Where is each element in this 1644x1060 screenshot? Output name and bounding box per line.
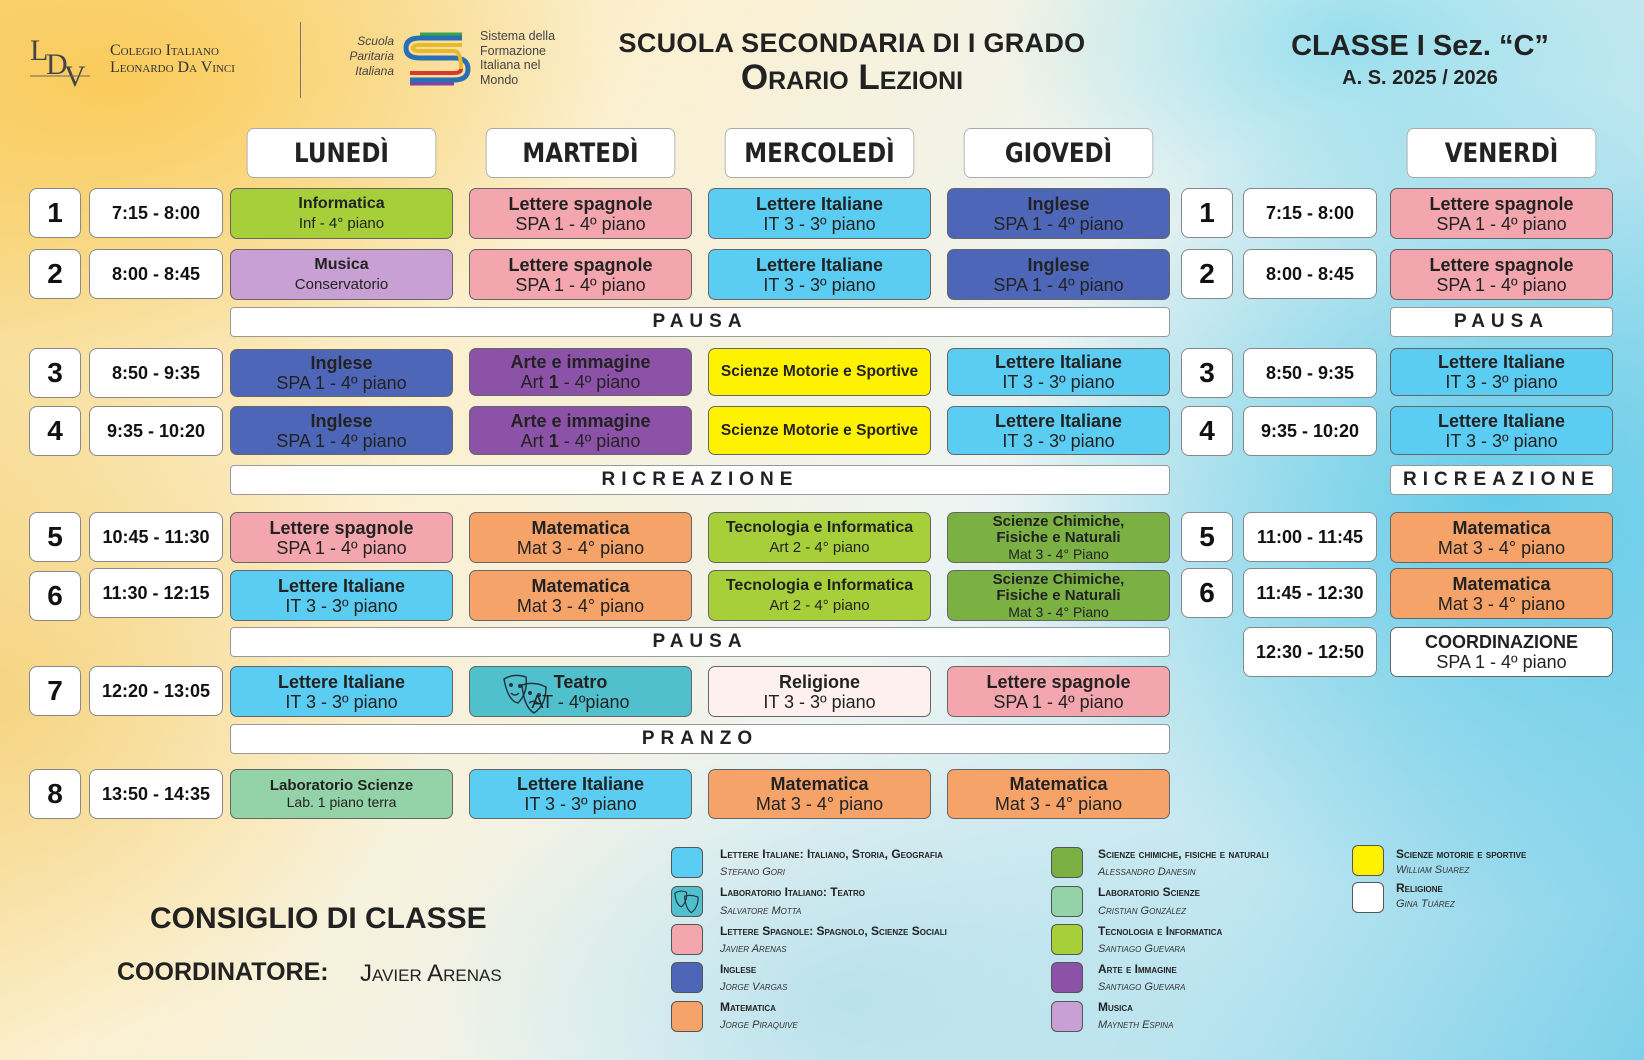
lesson-cell — [230, 570, 453, 621]
lesson-cell — [947, 570, 1170, 621]
lesson-subject: Teatro — [553, 671, 608, 692]
legend-title: Laboratorio Italiano: Teatro — [720, 885, 865, 899]
lesson-room: SPA 1 - 4º piano — [276, 537, 407, 558]
school-name — [110, 42, 235, 76]
lesson-cell — [469, 666, 692, 717]
lesson-subject: Lettere Italiane — [516, 774, 645, 794]
legend-teacher: William Suarez — [1396, 864, 1470, 876]
lesson-subject: Inglese — [310, 353, 373, 373]
legend-swatch — [671, 1001, 703, 1032]
lesson-subject: Matematica — [531, 575, 630, 596]
break-bar-pausa: PAUSA — [1390, 307, 1613, 337]
period-number: 2 — [29, 249, 81, 299]
period-number: 8 — [29, 769, 81, 819]
school-name-line1: Colegio Italiano — [110, 42, 219, 59]
period-time: 12:30 - 12:50 — [1243, 627, 1377, 677]
legend-swatch — [1051, 886, 1083, 917]
sp-left-line: Scuola — [357, 34, 394, 48]
lesson-room: SPA 1 - 4º piano — [993, 691, 1124, 712]
lesson-cell — [947, 769, 1170, 819]
school-year: A. S. 2025 / 2026 — [1342, 67, 1498, 89]
logo-divider — [300, 22, 301, 98]
lesson-room: SPA 1 - 4º piano — [1436, 274, 1567, 295]
period-time: 10:45 - 11:30 — [89, 512, 223, 562]
period-number: 7 — [29, 666, 81, 716]
lesson-cell — [708, 249, 931, 300]
room-number: 1 — [548, 372, 559, 392]
lesson-cell — [1390, 348, 1613, 396]
lesson-cell — [708, 406, 931, 455]
legend-teacher: Salvatore Motta — [720, 905, 802, 917]
legend-swatch — [1352, 882, 1384, 913]
school-name-line2: Leonardo Da Vinci — [110, 59, 235, 76]
lesson-subject: Religione — [778, 671, 860, 692]
period-time: 11:30 - 12:15 — [89, 568, 223, 618]
lesson-subject: Lettere spagnole — [986, 671, 1131, 692]
lesson-subject: Lettere spagnole — [508, 254, 653, 275]
lesson-cell — [1390, 568, 1613, 619]
period-time: 8:00 - 8:45 — [1243, 249, 1377, 299]
lesson-room: IT 3 - 3º piano — [524, 794, 637, 814]
lesson-room: Conservatorio — [294, 275, 389, 293]
page-subtitle: SCUOLA SECONDARIA DI I GRADO — [618, 28, 1086, 58]
period-time: 7:15 - 8:00 — [89, 188, 223, 238]
legend-teacher: Mayneth Espina — [1098, 1019, 1174, 1031]
lesson-subject: COORDINAZIONE — [1425, 632, 1578, 652]
legend-title: Arte e Immagine — [1098, 962, 1177, 976]
lesson-cell — [230, 512, 453, 563]
sp-right-line: Mondo — [480, 72, 519, 87]
period-time: 11:45 - 12:30 — [1243, 568, 1377, 618]
lesson-room: SPA 1 - 4º piano — [993, 274, 1124, 295]
lesson-subject: Lettere Italiane — [1437, 410, 1566, 431]
period-number: 2 — [1181, 249, 1233, 299]
legend-title: Lettere Spagnole: Spagnolo, Scienze Sociali — [720, 924, 947, 938]
consiglio-title: CONSIGLIO DI CLASSE — [150, 902, 487, 935]
sp-left-line: Paritaria — [349, 49, 394, 63]
lesson-subject: Scienze Chimiche, — [992, 512, 1125, 530]
lesson-subject: Lettere spagnole — [1429, 193, 1574, 214]
theatre-masks-icon — [672, 887, 701, 915]
lesson-room: IT 3 - 3º piano — [1002, 372, 1115, 392]
lesson-room: SPA 1 - 4º piano — [1436, 213, 1567, 234]
legend-title: Religione — [1396, 881, 1443, 895]
legend-teacher: Alessandro Danesin — [1098, 866, 1196, 878]
lesson-subject: Scienze Motorie e Sportive — [720, 363, 919, 380]
lesson-subject: Lettere Italiane — [277, 671, 406, 692]
sp-right-line: Sistema della — [480, 29, 556, 43]
lesson-subject: Musica — [314, 255, 369, 273]
lesson-room: SPA 1 - 4º piano — [515, 274, 646, 295]
lesson-room: IT 3 - 3º piano — [1002, 430, 1115, 451]
room-floor: - 4º piano — [558, 430, 641, 451]
lesson-subject: Tecnologia e Informatica — [725, 576, 914, 594]
legend-swatch — [671, 962, 703, 993]
legend-teacher: Jorge Vargas — [720, 981, 788, 993]
page-title: Orario Lezioni — [740, 58, 964, 97]
period-number: 3 — [1181, 348, 1233, 398]
lesson-room: Lab. 1 piano terra — [286, 794, 397, 810]
room-number: 1 — [548, 430, 559, 451]
lesson-room: IT 3 - 3º piano — [763, 274, 876, 295]
lesson-subject: Lettere Italiane — [277, 575, 406, 596]
lesson-room: IT 3 - 3º piano — [763, 691, 876, 712]
coordinatore-name: Javier Arenas — [360, 960, 502, 987]
day-header-giovedi: GIOVEDÌ — [964, 128, 1154, 178]
lesson-cell — [230, 349, 453, 397]
lesson-room: Mat 3 - 4° piano — [755, 794, 884, 814]
lesson-cell — [708, 512, 931, 563]
lesson-room: AT - 4ºpiano — [531, 691, 630, 712]
lesson-cell — [469, 512, 692, 563]
lesson-cell — [1390, 249, 1613, 300]
day-header-venerdi: VENERDÌ — [1407, 128, 1597, 178]
day-header-martedi: MARTEDÌ — [486, 128, 676, 178]
lesson-subject: Lettere spagnole — [508, 193, 653, 214]
period-number: 6 — [1181, 568, 1233, 618]
legend-swatch — [1051, 962, 1083, 993]
lesson-room: Mat 3 - 4° piano — [516, 595, 645, 616]
lesson-cell — [947, 406, 1170, 455]
legend-swatch — [1051, 847, 1083, 878]
lesson-cell — [230, 769, 453, 819]
break-bar-ricreazione: RICREAZIONE — [1390, 465, 1613, 495]
lesson-cell — [708, 570, 931, 621]
lesson-subject: Arte e immagine — [510, 410, 651, 431]
scuola-paritaria-text — [340, 34, 394, 79]
lesson-cell — [230, 666, 453, 717]
svg-text:V: V — [64, 60, 86, 88]
sp-right-line: Formazione — [480, 43, 546, 58]
lesson-cell — [1390, 512, 1613, 563]
break-bar-pranzo: PRANZO — [230, 724, 1170, 754]
lesson-subject: Inglese — [310, 410, 373, 431]
period-time: 13:50 - 14:35 — [89, 769, 223, 819]
lesson-subject: Matematica — [1452, 573, 1551, 594]
sp-right-line: Italiana nel — [480, 58, 541, 72]
lesson-subject: Matematica — [1452, 517, 1551, 538]
legend-title: Musica — [1098, 1000, 1133, 1014]
lesson-cell — [708, 348, 931, 396]
legend-teacher: Gina Tuárez — [1396, 898, 1455, 910]
lesson-subject: Matematica — [770, 774, 869, 794]
legend-title: Laboratorio Scienze — [1098, 885, 1200, 899]
period-number: 3 — [29, 348, 81, 398]
legend-teacher: Santiago Guevara — [1098, 943, 1186, 955]
room-floor: - 4º piano — [558, 372, 641, 392]
lesson-subject: Lettere Italiane — [755, 193, 884, 214]
day-header-lunedi: LUNEDÌ — [247, 128, 437, 178]
lesson-subject: Lettere Italiane — [994, 410, 1123, 431]
lesson-room: IT 3 - 3º piano — [763, 213, 876, 234]
lesson-subject: Lettere Italiane — [994, 352, 1123, 372]
room-prefix: Art — [520, 430, 549, 451]
class-label: CLASSE I Sez. “C” — [1291, 30, 1549, 62]
legend-teacher: Stefano Gori — [720, 866, 786, 878]
lesson-cell — [1390, 627, 1613, 677]
lesson-cell — [469, 769, 692, 819]
lesson-room: Mat 3 - 4° piano — [1437, 537, 1566, 558]
lesson-cell — [469, 188, 692, 239]
lesson-cell — [230, 406, 453, 455]
lesson-cell — [947, 188, 1170, 239]
lesson-subject: Arte e immagine — [510, 352, 651, 372]
period-number: 5 — [1181, 512, 1233, 562]
period-number: 6 — [29, 571, 81, 621]
break-bar-pausa: PAUSA — [230, 627, 1170, 657]
lesson-cell — [708, 666, 931, 717]
legend-swatch — [671, 924, 703, 955]
lesson-subject: Tecnologia e Informatica — [725, 518, 914, 536]
period-time: 9:35 - 10:20 — [89, 406, 223, 456]
period-number: 5 — [29, 512, 81, 562]
legend-title: Lettere Italiane: Italiano, Storia, Geografia — [720, 847, 943, 861]
lesson-room: SPA 1 - 4º piano — [515, 213, 646, 234]
lesson-subject: Informatica — [298, 194, 385, 212]
svg-text:L: L — [30, 34, 49, 67]
lesson-cell — [469, 348, 692, 396]
lesson-cell — [947, 249, 1170, 300]
lesson-subject: Scienze Chimiche, — [992, 570, 1125, 588]
lesson-cell — [708, 188, 931, 239]
lesson-subject: Matematica — [1009, 774, 1108, 794]
svg-text:D: D — [46, 48, 68, 81]
period-number: 1 — [29, 188, 81, 238]
legend-swatch — [671, 886, 703, 917]
lesson-room: Mat 3 - 4° Piano — [1008, 603, 1109, 620]
period-time: 8:00 - 8:45 — [89, 249, 223, 299]
day-header-mercoledi: MERCOLEDÌ — [725, 128, 915, 178]
legend-title: Matematica — [720, 1000, 776, 1014]
legend-teacher: Javier Arenas — [720, 943, 787, 955]
break-bar-pausa: PAUSA — [230, 307, 1170, 337]
room-prefix: Art — [520, 372, 549, 392]
lesson-subject: Lettere spagnole — [269, 517, 414, 538]
lesson-room: SPA 1 - 4º piano — [1436, 652, 1567, 672]
period-time: 8:50 - 9:35 — [1243, 348, 1377, 398]
period-time: 7:15 - 8:00 — [1243, 188, 1377, 238]
lesson-cell — [469, 570, 692, 621]
lesson-room: IT 3 - 3º piano — [285, 595, 398, 616]
lesson-cell — [230, 249, 453, 300]
sistema-formazione-logo-icon — [402, 32, 472, 86]
lesson-room: IT 3 - 3º piano — [285, 691, 398, 712]
lesson-cell — [708, 769, 931, 819]
lesson-subject-line2: Fisiche e Naturali — [996, 528, 1121, 546]
period-time: 8:50 - 9:35 — [89, 348, 223, 398]
lesson-room: SPA 1 - 4º piano — [993, 213, 1124, 234]
legend-teacher: Cristian González — [1098, 905, 1187, 917]
lesson-subject-line2: Fisiche e Naturali — [996, 586, 1121, 604]
lesson-subject: Lettere spagnole — [1429, 254, 1574, 275]
legend-swatch — [1051, 924, 1083, 955]
coordinatore-label: COORDINATORE: — [117, 958, 329, 986]
sistema-formazione-text — [480, 29, 580, 87]
lesson-room: Inf - 4° piano — [298, 214, 385, 232]
lesson-subject: Scienze Motorie e Sportive — [720, 421, 919, 439]
lesson-cell — [947, 512, 1170, 563]
legend-title: Scienze motorie e sportive — [1396, 847, 1527, 861]
lesson-cell — [1390, 406, 1613, 455]
period-number: 1 — [1181, 188, 1233, 238]
period-time: 11:00 - 11:45 — [1243, 512, 1377, 562]
lesson-subject: Laboratorio Scienze — [269, 777, 414, 794]
period-time: 12:20 - 13:05 — [89, 666, 223, 716]
ldv-logo-icon — [28, 30, 92, 88]
lesson-subject: Inglese — [1027, 193, 1090, 214]
lesson-cell — [1390, 188, 1613, 239]
period-number: 4 — [1181, 406, 1233, 456]
legend-swatch — [1051, 1001, 1083, 1032]
lesson-subject: Lettere Italiane — [755, 254, 884, 275]
legend-title: Tecnologia e Informatica — [1098, 924, 1223, 938]
period-time: 9:35 - 10:20 — [1243, 406, 1377, 456]
lesson-room: SPA 1 - 4º piano — [276, 430, 407, 451]
lesson-room: Mat 3 - 4° piano — [1437, 593, 1566, 614]
lesson-cell — [469, 249, 692, 300]
legend-swatch — [671, 847, 703, 878]
lesson-subject: Lettere Italiane — [1437, 352, 1566, 372]
lesson-room: Mat 3 - 4° Piano — [1008, 545, 1109, 562]
lesson-room: Art 2 - 4° piano — [769, 538, 870, 556]
period-number: 4 — [29, 406, 81, 456]
lesson-subject: Matematica — [531, 517, 630, 538]
sp-left-line: Italiana — [355, 64, 394, 78]
legend-title: Scienze chimiche, fisiche e naturali — [1098, 847, 1269, 861]
lesson-room: Art 2 - 4° piano — [769, 596, 870, 614]
legend-teacher: Santiago Guevara — [1098, 981, 1186, 993]
break-bar-ricreazione: RICREAZIONE — [230, 465, 1170, 495]
lesson-room: Mat 3 - 4° piano — [516, 537, 645, 558]
lesson-cell — [947, 348, 1170, 396]
legend-swatch — [1352, 845, 1384, 876]
legend-title: Inglese — [720, 962, 757, 976]
lesson-room — [521, 372, 641, 392]
lesson-room: Mat 3 - 4° piano — [994, 794, 1123, 814]
legend-teacher: Jorge Piraquive — [720, 1019, 798, 1031]
lesson-cell — [947, 666, 1170, 717]
lesson-cell — [230, 188, 453, 239]
lesson-subject: Inglese — [1027, 254, 1090, 275]
lesson-room: IT 3 - 3º piano — [1445, 372, 1558, 392]
lesson-room: IT 3 - 3º piano — [1445, 430, 1558, 451]
lesson-room — [521, 431, 641, 451]
lesson-cell — [469, 406, 692, 455]
lesson-room: SPA 1 - 4º piano — [276, 373, 407, 393]
